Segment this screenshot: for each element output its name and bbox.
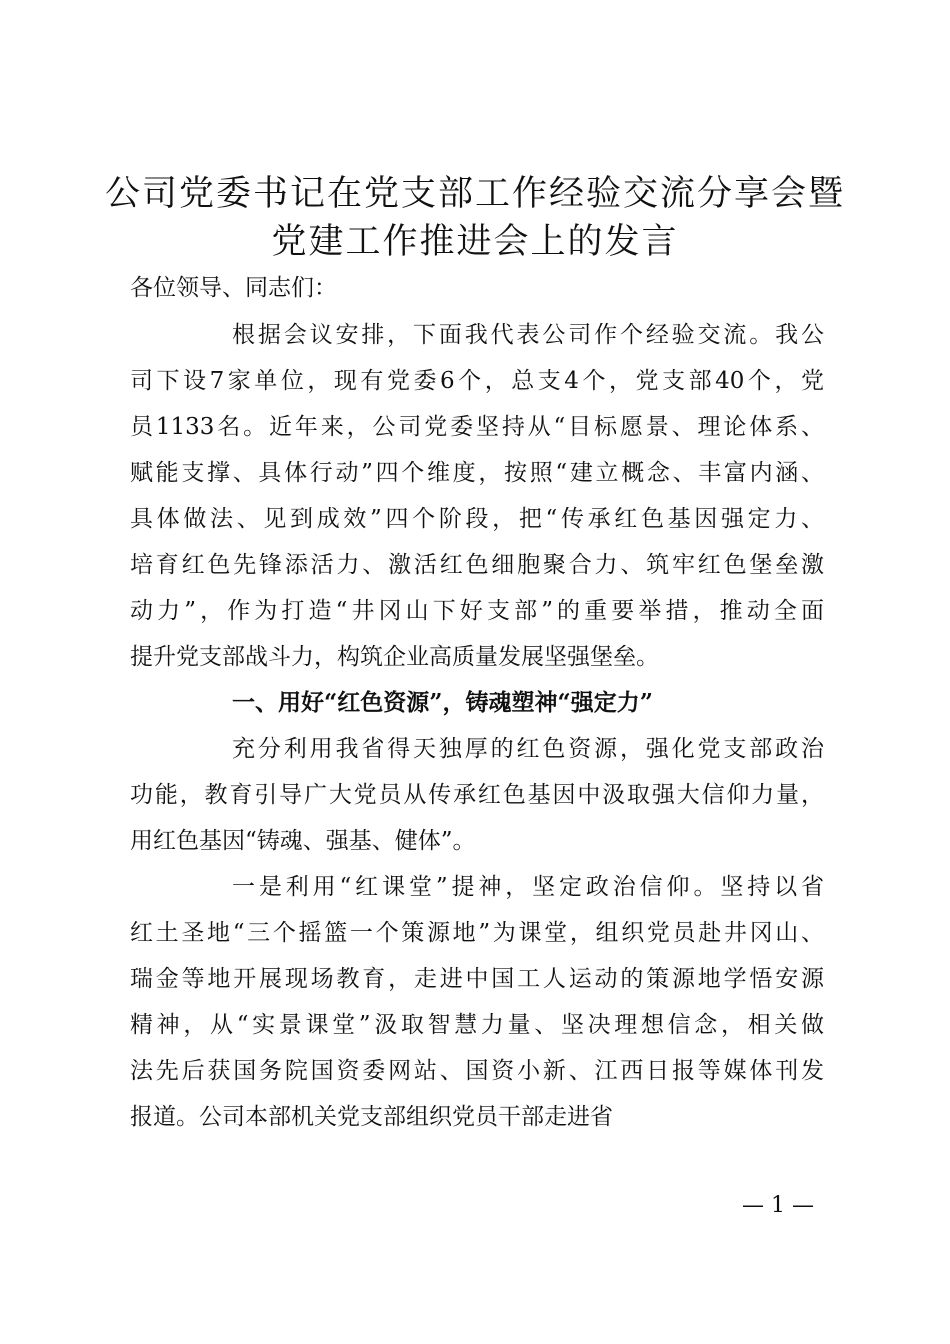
paragraph-1-line: 培育红色先锋添活力、激活红色细胞聚合力、筑牢红色堡垒激 bbox=[130, 552, 824, 578]
paragraph-3-line: 法先后获国务院国资委网站、国资小新、江西日报等媒体刊发 bbox=[130, 1058, 824, 1084]
paragraph-3-line: 一是利用“红课堂”提神，坚定政治信仰。坚持以省 bbox=[232, 874, 824, 900]
paragraph-1-line: 根据会议安排，下面我代表公司作个经验交流。我公 bbox=[232, 322, 824, 348]
paragraph-3-line: 报道。公司本部机关党支部组织党员干部走进省 bbox=[130, 1104, 613, 1130]
page-number: — 1 — bbox=[742, 1193, 814, 1218]
paragraph-1-line: 具体做法、见到成效”四个阶段，把“传承红色基因强定力、 bbox=[130, 506, 824, 532]
document-title-line-2: 党建工作推进会上的发言 bbox=[271, 222, 679, 262]
paragraph-1-line: 司下设7家单位，现有党委6个，总支4个，党支部40个，党 bbox=[130, 368, 824, 394]
paragraph-2-line: 功能，教育引导广大党员从传承红色基因中汲取强大信仰力量， bbox=[130, 782, 824, 808]
paragraph-1-line: 员1133名。近年来，公司党委坚持从“目标愿景、理论体系、 bbox=[130, 414, 824, 440]
paragraph-2-line: 用红色基因“铸魂、强基、健体”。 bbox=[130, 828, 476, 854]
paragraph-3-line: 红土圣地“三个摇篮一个策源地”为课堂，组织党员赴井冈山、 bbox=[130, 920, 824, 946]
paragraph-1-line: 提升党支部战斗力，构筑企业高质量发展坚强堡垒。 bbox=[130, 644, 659, 670]
paragraph-2-line: 充分利用我省得天独厚的红色资源，强化党支部政治 bbox=[232, 736, 824, 762]
paragraph-1-line: 动力”，作为打造“井冈山下好支部”的重要举措，推动全面 bbox=[130, 598, 824, 624]
document-title-line-1: 公司党委书记在党支部工作经验交流分享会暨 bbox=[104, 174, 845, 214]
salutation: 各位领导、同志们： bbox=[130, 275, 337, 301]
paragraph-3-line: 瑞金等地开展现场教育，走进中国工人运动的策源地学悟安源 bbox=[130, 966, 824, 992]
section-heading: 一、用好“红色资源”，铸魂塑神“强定力” bbox=[232, 689, 653, 716]
paragraph-3-line: 精神，从“实景课堂”汲取智慧力量、坚决理想信念，相关做 bbox=[130, 1012, 824, 1038]
paragraph-1-line: 赋能支撑、具体行动”四个维度，按照“建立概念、丰富内涵、 bbox=[130, 460, 824, 486]
